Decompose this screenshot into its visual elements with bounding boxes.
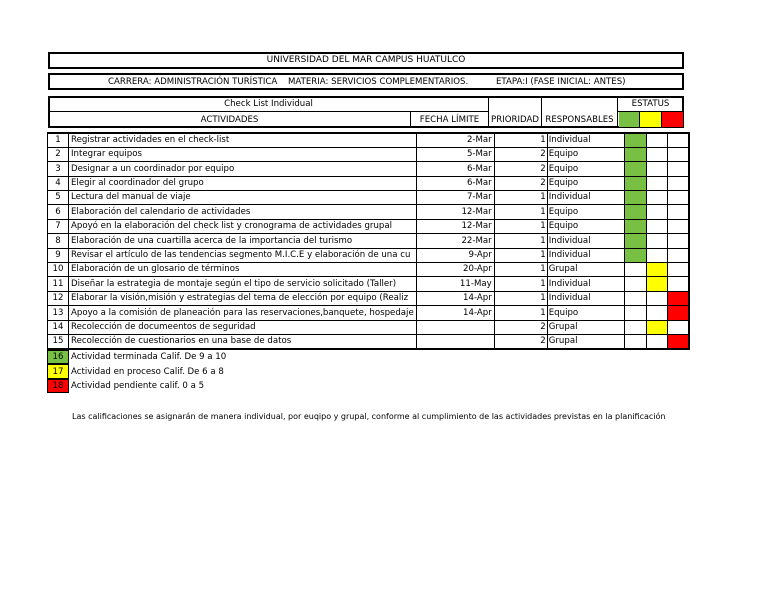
status-cell-red — [667, 234, 689, 248]
activity-name: Recolección de cuestionarios en una base de datos — [69, 334, 417, 348]
table-row — [48, 191, 690, 205]
row-number: 4 — [48, 176, 69, 190]
status-cell-yellow — [646, 248, 667, 262]
due-date: 12-Mar — [416, 205, 494, 219]
responsible: Equipo — [547, 147, 624, 161]
priority: 1 — [494, 133, 547, 147]
row-number: 10 — [48, 263, 69, 277]
status-cell-red — [667, 277, 689, 291]
status-cell-red — [667, 219, 689, 233]
responsible: Grupal — [547, 320, 624, 334]
responsible: Equipo — [547, 176, 624, 190]
status-swatch-green — [619, 112, 639, 127]
status-cell-green — [624, 277, 646, 291]
status-cell-red — [667, 263, 689, 277]
row-number: 7 — [48, 219, 69, 233]
actividades-header: ACTIVIDADES — [200, 114, 259, 125]
due-date: 12-Mar — [416, 219, 494, 233]
responsables-header: RESPONSABLES — [545, 114, 614, 125]
table-row — [48, 306, 690, 320]
due-date: 20-Apr — [416, 263, 494, 277]
row-number: 6 — [48, 205, 69, 219]
responsible: Equipo — [547, 162, 624, 176]
priority: 1 — [494, 291, 547, 305]
priority: 2 — [494, 334, 547, 348]
activity-name: Elaboración de una cuartilla acerca de la importancia del turismo — [69, 234, 417, 248]
status-cell-green — [624, 248, 646, 262]
status-cell-yellow — [646, 320, 667, 334]
status-cell-green — [624, 219, 646, 233]
activity-name: Integrar equipos — [69, 147, 417, 161]
table-row — [48, 291, 690, 305]
row-number: 15 — [48, 334, 69, 348]
status-cell-green — [624, 147, 646, 161]
legend — [47, 350, 226, 393]
due-date: 14-Apr — [416, 291, 494, 305]
table-row — [48, 234, 690, 248]
row-number: 11 — [48, 277, 69, 291]
due-date: 11-May — [416, 277, 494, 291]
responsible: Grupal — [547, 334, 624, 348]
status-cell-red — [667, 147, 689, 161]
legend-item — [47, 379, 226, 393]
status-cell-yellow — [646, 291, 667, 305]
responsible: Individual — [547, 291, 624, 305]
materia-label: MATERIA: SERVICIOS COMPLEMENTARIOS. — [288, 76, 469, 87]
activity-name: Revisar el artículo de las tendencias segmento M.I.C.E y elaboración de una cu — [69, 248, 417, 262]
activity-name: Elegir al coordinador del grupo — [69, 176, 417, 190]
legend-swatch: 18 — [47, 379, 69, 393]
university-title-text: UNIVERSIDAD DEL MAR CAMPUS HUATULCO — [266, 55, 466, 65]
due-date: 6-Mar — [416, 176, 494, 190]
table-row — [48, 176, 690, 190]
status-cell-yellow — [646, 176, 667, 190]
activity-name: Apoyó en la elaboración del check list y cronograma de actividades grupal — [69, 219, 417, 233]
checklist-table — [47, 132, 690, 350]
table-row — [48, 205, 690, 219]
status-cell-green — [624, 320, 646, 334]
priority: 1 — [494, 277, 547, 291]
priority: 1 — [494, 219, 547, 233]
checklist-title: Check List Individual — [224, 99, 313, 109]
due-date — [416, 320, 494, 334]
status-cell-red — [667, 176, 689, 190]
legend-item — [47, 350, 226, 364]
status-cell-yellow — [646, 205, 667, 219]
status-cell-green — [624, 234, 646, 248]
row-number: 13 — [48, 306, 69, 320]
due-date: 7-Mar — [416, 191, 494, 205]
status-cell-green — [624, 162, 646, 176]
carrera-label: CARRERA: ADMINISTRACIÓN TURÍSTICA — [108, 76, 278, 87]
status-cell-yellow — [646, 219, 667, 233]
activity-name: Registrar actividades en el check-list — [69, 133, 417, 147]
estatus-header: ESTATUS — [631, 99, 670, 109]
priority: 1 — [494, 191, 547, 205]
status-cell-green — [624, 176, 646, 190]
row-number: 14 — [48, 320, 69, 334]
table-row — [48, 248, 690, 262]
activity-name: Lectura del manual de viaje — [69, 191, 417, 205]
activity-name: Elaboración del calendario de actividades — [69, 205, 417, 219]
status-cell-red — [667, 162, 689, 176]
status-cell-green — [624, 263, 646, 277]
responsible: Individual — [547, 277, 624, 291]
fecha-header: FECHA LÍMITE — [419, 114, 480, 125]
responsible: Individual — [547, 248, 624, 262]
row-number: 8 — [48, 234, 69, 248]
status-cell-red — [667, 133, 689, 147]
priority: 2 — [494, 147, 547, 161]
status-cell-red — [667, 205, 689, 219]
due-date: 2-Mar — [416, 133, 494, 147]
due-date: 9-Apr — [416, 248, 494, 262]
status-cell-red — [667, 248, 689, 262]
status-cell-yellow — [646, 263, 667, 277]
activity-name: Designar a un coordinador por equipo — [69, 162, 417, 176]
priority: 1 — [494, 248, 547, 262]
legend-text: Actividad terminada Calif. De 9 a 10 — [71, 352, 227, 363]
status-cell-yellow — [646, 133, 667, 147]
due-date: 5-Mar — [416, 147, 494, 161]
priority: 2 — [494, 162, 547, 176]
table-row — [48, 133, 690, 147]
row-number: 2 — [48, 147, 69, 161]
status-cell-green — [624, 306, 646, 320]
row-number: 9 — [48, 248, 69, 262]
table-row — [48, 162, 690, 176]
status-cell-yellow — [646, 147, 667, 161]
activity-name: Apoyo a la comisión de planeación para las reservaciones,banquete, hospedaje — [69, 306, 417, 320]
responsible: Equipo — [547, 306, 624, 320]
due-date: 22-Mar — [416, 234, 494, 248]
due-date — [416, 334, 494, 348]
status-swatch-red — [662, 112, 683, 127]
due-date: 14-Apr — [416, 306, 494, 320]
priority: 1 — [494, 205, 547, 219]
status-cell-red — [667, 334, 689, 348]
table-row — [48, 219, 690, 233]
status-cell-red — [667, 191, 689, 205]
row-number: 5 — [48, 191, 69, 205]
priority: 1 — [494, 306, 547, 320]
legend-swatch: 16 — [47, 350, 69, 364]
responsible: Equipo — [547, 205, 624, 219]
legend-item — [47, 364, 226, 378]
priority: 1 — [494, 263, 547, 277]
row-number: 1 — [48, 133, 69, 147]
status-cell-red — [667, 320, 689, 334]
status-cell-green — [624, 291, 646, 305]
table-row — [48, 334, 690, 348]
etapa-label: ETAPA:I (FASE INICIAL: ANTES) — [496, 76, 626, 87]
status-cell-yellow — [646, 277, 667, 291]
status-cell-yellow — [646, 234, 667, 248]
row-number: 12 — [48, 291, 69, 305]
activity-name: Recolección de documeentos de seguridad — [69, 320, 417, 334]
course-info-bar — [48, 73, 684, 90]
responsible: Individual — [547, 234, 624, 248]
responsible: Grupal — [547, 263, 624, 277]
activity-name: Elaboración de un glosario de términos — [69, 263, 417, 277]
row-number: 3 — [48, 162, 69, 176]
status-cell-green — [624, 334, 646, 348]
legend-text: Actividad en proceso Calif. De 6 a 8 — [71, 366, 224, 377]
priority: 1 — [494, 234, 547, 248]
table-row — [48, 263, 690, 277]
university-title — [48, 52, 684, 69]
priority: 2 — [494, 320, 547, 334]
legend-swatch: 17 — [47, 364, 69, 378]
status-swatch-yellow — [640, 112, 661, 127]
legend-text: Actividad pendiente calif. 0 a 5 — [71, 380, 205, 391]
status-cell-red — [667, 291, 689, 305]
status-cell-red — [667, 306, 689, 320]
table-row — [48, 320, 690, 334]
activity-name: Diseñar la estrategia de montaje según el tipo de servicio solicitado (Taller) — [69, 277, 417, 291]
grading-note: Las calificaciones se asignarán de manera individual, por euqipo y grupal, conforme al cumplimiento de las actividades previstas en la planificación — [72, 412, 666, 421]
status-cell-yellow — [646, 191, 667, 205]
status-cell-yellow — [646, 334, 667, 348]
responsible: Equipo — [547, 219, 624, 233]
responsible: Individual — [547, 133, 624, 147]
status-cell-green — [624, 191, 646, 205]
status-cell-yellow — [646, 306, 667, 320]
status-cell-yellow — [646, 162, 667, 176]
activity-name: Elaborar la visión,misión y estrategias del tema de elección por equipo (Realiz — [69, 291, 417, 305]
prioridad-header: PRIORIDAD — [491, 114, 539, 125]
priority: 2 — [494, 176, 547, 190]
responsible: Individual — [547, 191, 624, 205]
status-cell-green — [624, 133, 646, 147]
table-row — [48, 277, 690, 291]
table-row — [48, 147, 690, 161]
status-cell-green — [624, 205, 646, 219]
due-date: 6-Mar — [416, 162, 494, 176]
